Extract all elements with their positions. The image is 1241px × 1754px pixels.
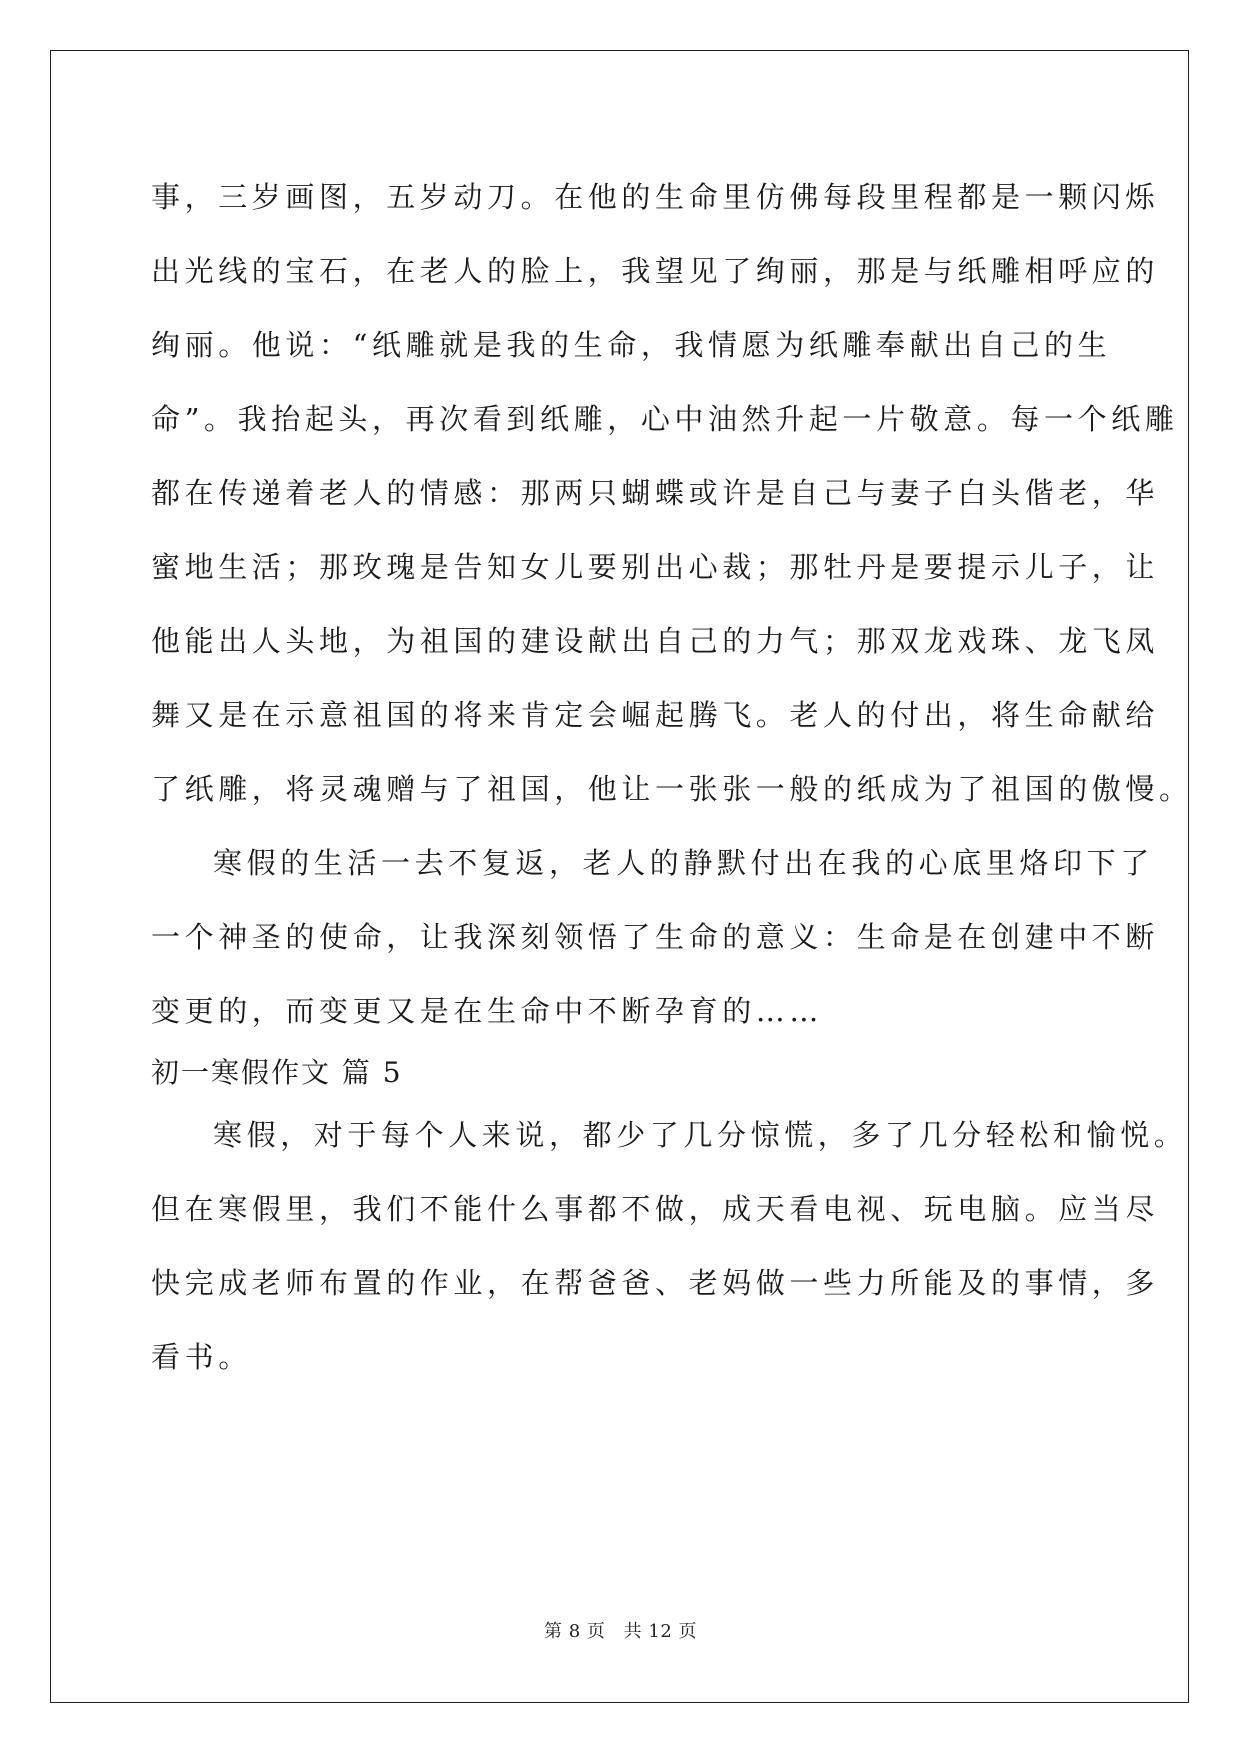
text-line: 舞又是在示意祖国的将来肯定会崛起腾飞。老人的付出，将生命献给: [151, 698, 1160, 732]
text-line: 他能出人头地，为祖国的建设献出自己的力气；那双龙戏珠、龙飞凤: [151, 624, 1160, 658]
document-body: [151, 160, 1193, 1394]
paragraph-first-line: 寒假，对于每个人来说，都少了几分惊慌，多了几分轻松和愉悦。: [213, 1118, 1188, 1152]
text-line: 一个神圣的使命，让我深刻领悟了生命的意义：生命是在创建中不断: [151, 920, 1160, 954]
text-line: 绚丽。他说：“纸雕就是我的生命，我情愿为纸雕奉献出自己的生: [151, 328, 1112, 362]
text-line: 蜜地生活；那玫瑰是告知女儿要别出心裁；那牡丹是要提示儿子，让: [151, 550, 1160, 584]
text-line: 但在寒假里，我们不能什么事都不做，成天看电视、玩电脑。应当尽: [151, 1192, 1160, 1226]
text-line: 变更的，而变更又是在生命中不断孕育的……: [151, 994, 824, 1028]
paragraph-first-line: 寒假的生活一去不复返，老人的静默付出在我的心底里烙印下了: [213, 846, 1154, 880]
text-line: 命”。我抬起头，再次看到纸雕，心中油然升起一片敬意。每一个纸雕: [151, 402, 1179, 436]
page-number: 第 8 页: [544, 1621, 606, 1642]
text-line: 事，三岁画图，五岁动刀。在他的生命里仿佛每段里程都是一颗闪烁: [151, 180, 1160, 214]
text-line: 都在传递着老人的情感：那两只蝴蝶或许是自己与妻子白头偕老，华: [151, 476, 1160, 510]
text-line: 看书。: [151, 1340, 252, 1374]
page-total: 共 12 页: [623, 1621, 697, 1642]
page-footer: [0, 1617, 1241, 1643]
text-line: 出光线的宝石，在老人的脸上，我望见了绚丽，那是与纸雕相呼应的: [151, 254, 1160, 288]
text-line: 了纸雕，将灵魂赠与了祖国，他让一张张一般的纸成为了祖国的傲慢。: [151, 772, 1193, 806]
text-line: 快完成老师布置的作业，在帮爸爸、老妈做一些力所能及的事情，多: [151, 1266, 1160, 1300]
section-heading: 初一寒假作文 篇 5: [151, 1056, 403, 1089]
